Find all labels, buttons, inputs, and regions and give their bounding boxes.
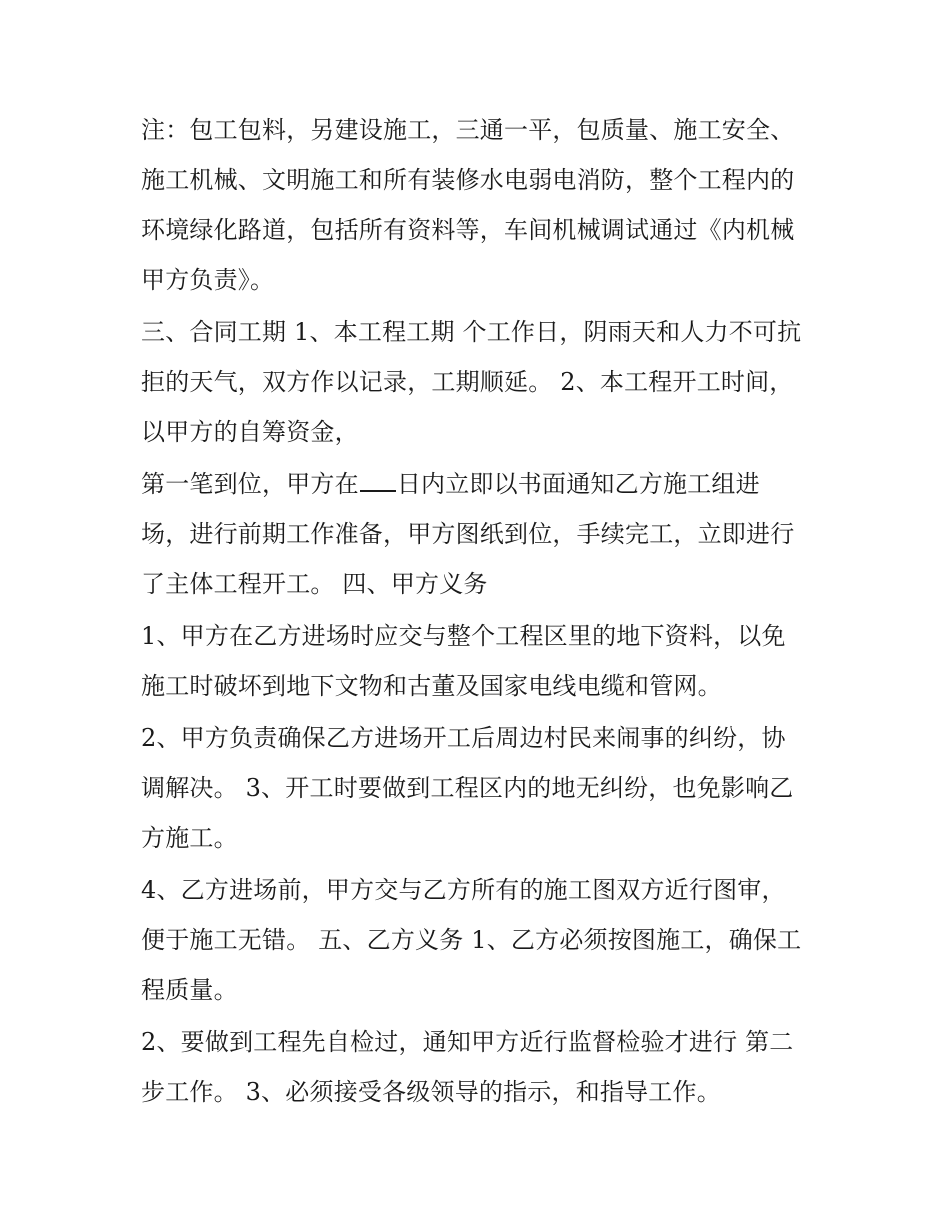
text-line: 了主体工程开工。 四、甲方义务 [141, 570, 488, 598]
fill-in-blank [360, 468, 396, 492]
text-line: 2、甲方负责确保乙方进场开工后周边村民来闹事的纠纷，协 [141, 724, 786, 752]
text-line: 程质量。 [141, 976, 238, 1004]
text-line: 注：包工包料，另建设施工，三通一平，包质量、施工安全、 [141, 116, 795, 144]
text-line: 环境绿化路道，包括所有资料等，车间机械调试通过《内机械 [141, 216, 795, 244]
text-segment: 第一笔到位，甲方在 [141, 470, 359, 498]
text-line: 步工作。 3、必须接受各级领导的指示，和指导工作。 [141, 1078, 721, 1106]
text-line: 以甲方的自筹资金， [141, 418, 359, 446]
text-line: 4、乙方进场前，甲方交与乙方所有的施工图双方近行图审， [141, 876, 786, 904]
text-line: 施工机械、文明施工和所有装修水电弱电消防，整个工程内的 [141, 166, 795, 194]
text-line: 拒的天气，双方作以记录，工期顺延。 2、本工程开工时间， [141, 368, 794, 396]
text-segment: 日内立即以书面通知乙方施工组进 [396, 470, 760, 498]
text-line: 调解决。 3、开工时要做到工程区内的地无纠纷，也免影响乙 [141, 774, 794, 802]
text-line: 甲方负责》。 [141, 266, 275, 294]
text-line: 方施工。 [141, 824, 238, 852]
text-line: 三、合同工期 1、本工程工期 个工作日，阴雨天和人力不可抗 [141, 318, 802, 346]
text-line: 便于施工无错。 五、乙方义务 1、乙方必须按图施工，确保工 [141, 926, 802, 954]
text-line: 施工时破坏到地下文物和古董及国家电线电缆和管网。 [141, 672, 722, 700]
text-line: 1、甲方在乙方进场时应交与整个工程区里的地下资料，以免 [141, 622, 786, 650]
text-line-with-blank [141, 468, 760, 500]
text-line: 场，进行前期工作准备，甲方图纸到位，手续完工，立即进行 [141, 520, 795, 548]
text-line: 2、要做到工程先自检过，通知甲方近行监督检验才进行 第二 [141, 1028, 794, 1056]
